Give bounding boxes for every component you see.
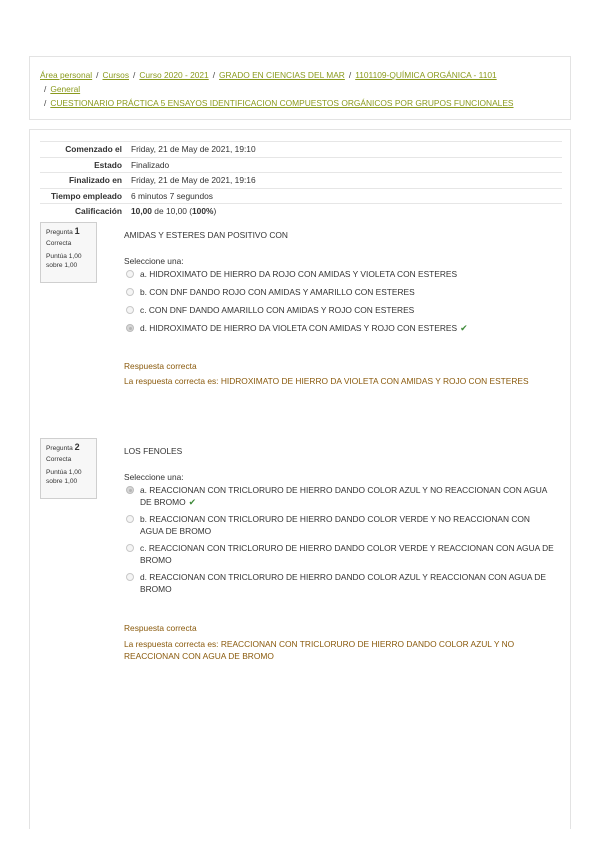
check-icon: ✔ [188, 497, 197, 507]
question-number-value: 2 [74, 442, 80, 452]
answer-option-label: d. REACCIONAN CON TRICLORURO DE HIERRO DANDO COLOR AZUL Y REACCIONAN CON AGUA DE BROMO [140, 572, 546, 594]
question-number [46, 443, 92, 453]
grade-percent: 100% [192, 206, 214, 217]
answer-option-d[interactable] [124, 571, 554, 595]
quiz-review-region [29, 129, 571, 829]
question-mark-line1: Puntúa 1,00 [46, 253, 82, 260]
question-state: Correcta [46, 456, 72, 463]
summary-row [40, 157, 562, 173]
summary-value-grade [129, 204, 562, 219]
summary-row [40, 142, 562, 158]
question-number-value: 1 [74, 226, 80, 236]
grade-score: 10,00 [131, 206, 152, 217]
answer-prompt: Seleccione una: [124, 472, 184, 482]
breadcrumb-separator: / [44, 98, 47, 108]
grade-close: ) [213, 206, 217, 217]
feedback-right-answer: La respuesta correcta es: REACCIONAN CON TRICLORURO DE HIERRO DANDO COLOR AZUL Y NO REACCIONAN CON AGUA DE BROMO [124, 639, 515, 661]
question-state: Correcta [46, 240, 72, 247]
summary-label-grade: Calificación [74, 206, 122, 217]
radio-button[interactable] [126, 515, 134, 523]
question-prefix: Pregunta [46, 229, 73, 236]
feedback-title: Respuesta correcta [124, 623, 197, 633]
summary-label-started: Comenzado el [65, 144, 122, 155]
answer-option-b[interactable] [124, 286, 554, 298]
answer-option-d[interactable] [124, 322, 554, 334]
summary-value-started: Friday, 21 de May de 2021, 19:10 [131, 144, 256, 155]
grade-out-of: de 10,00 ( [151, 206, 193, 217]
breadcrumb-link-course[interactable]: 1101109-QUÍMICA ORGÁNICA - 1101 [355, 70, 497, 80]
summary-row [40, 204, 562, 219]
answer-option-label: c. REACCIONAN CON TRICLORURO DE HIERRO DANDO COLOR VERDE Y REACCIONAN CON AGUA DE BROMO [140, 543, 554, 565]
breadcrumb-separator: / [348, 70, 352, 80]
breadcrumb-link-grado[interactable]: GRADO EN CIENCIAS DEL MAR [219, 70, 345, 80]
breadcrumb-separator: / [133, 70, 136, 80]
answer-option-label: b. REACCIONAN CON TRICLORURO DE HIERRO DANDO COLOR VERDE Y NO REACCIONAN CON AGUA DE BROMO [140, 514, 530, 536]
question-content-1 [124, 230, 554, 386]
radio-button[interactable] [126, 573, 134, 581]
radio-button[interactable] [126, 288, 134, 296]
answer-option-c[interactable] [124, 304, 554, 316]
summary-label-finished: Finalizado en [68, 175, 122, 186]
answer-option-c[interactable] [124, 542, 554, 566]
question-info-2 [40, 438, 97, 499]
radio-button-selected[interactable] [126, 324, 134, 332]
question-content-2 [124, 446, 554, 662]
answer-option-a[interactable] [124, 268, 554, 280]
answer-option-b[interactable] [124, 513, 554, 537]
breadcrumb-row-1 [40, 68, 562, 82]
answer-option-label: a. HIDROXIMATO DE HIERRO DA ROJO CON AMIDAS Y VIOLETA CON ESTERES [140, 269, 458, 279]
answer-option-label: d. HIDROXIMATO DE HIERRO DA VIOLETA CON AMIDAS Y ROJO CON ESTERES [140, 323, 458, 333]
summary-row [40, 188, 562, 204]
breadcrumb-separator: / [44, 84, 47, 94]
radio-button[interactable] [126, 306, 134, 314]
question-mark-line2: sobre 1,00 [46, 262, 78, 269]
question-info-1 [40, 222, 97, 283]
attempt-summary-table [40, 141, 562, 219]
answer-options [124, 484, 554, 595]
summary-label-state: Estado [94, 159, 122, 170]
radio-button[interactable] [126, 544, 134, 552]
question-number [46, 227, 92, 237]
radio-button-selected[interactable] [126, 486, 134, 494]
radio-button[interactable] [126, 270, 134, 278]
answer-options [124, 268, 554, 334]
feedback-right-answer: La respuesta correcta es: HIDROXIMATO DE HIERRO DA VIOLETA CON AMIDAS Y ROJO CON ESTERES [124, 376, 529, 386]
question-mark-line2: sobre 1,00 [46, 478, 78, 485]
breadcrumb-link-curso-year[interactable]: Curso 2020 - 2021 [139, 70, 209, 80]
feedback-title: Respuesta correcta [124, 361, 197, 371]
breadcrumb [29, 56, 571, 120]
breadcrumb-row-2 [40, 82, 562, 96]
summary-value-finished: Friday, 21 de May de 2021, 19:16 [131, 175, 256, 186]
answer-option-label: b. CON DNF DANDO ROJO CON AMIDAS Y AMARILLO CON ESTERES [140, 287, 415, 297]
breadcrumb-link-cursos[interactable]: Cursos [102, 70, 130, 80]
question-mark-line1: Puntúa 1,00 [46, 469, 82, 476]
breadcrumb-link-general[interactable]: General [50, 84, 81, 94]
summary-label-time: Tiempo empleado [50, 190, 122, 201]
summary-row [40, 173, 562, 189]
breadcrumb-link-area-personal[interactable]: Área personal [40, 70, 93, 80]
breadcrumb-separator: / [212, 70, 216, 80]
answer-prompt: Seleccione una: [124, 256, 184, 266]
breadcrumb-separator: / [96, 70, 99, 80]
question-text: LOS FENOLES [124, 446, 183, 456]
summary-value-time: 6 minutos 7 segundos [131, 190, 213, 201]
breadcrumb-link-quiz[interactable]: CUESTIONARIO PRÁCTICA 5 ENSAYOS IDENTIFICACION COMPUESTOS ORGÁNICOS POR GRUPOS FUNCIONALES [50, 98, 514, 108]
answer-option-label: c. CON DNF DANDO AMARILLO CON AMIDAS Y ROJO CON ESTERES [140, 305, 415, 315]
summary-value-state: Finalizado [131, 159, 170, 170]
question-prefix: Pregunta [46, 445, 73, 452]
answer-option-a[interactable] [124, 484, 554, 508]
question-text: AMIDAS Y ESTERES DAN POSITIVO CON [124, 230, 288, 240]
breadcrumb-row-3 [40, 96, 562, 110]
check-icon: ✔ [460, 323, 468, 333]
answer-option-label: a. REACCIONAN CON TRICLORURO DE HIERRO DANDO COLOR AZUL Y NO REACCIONAN CON AGUA DE BROMO [140, 485, 547, 507]
